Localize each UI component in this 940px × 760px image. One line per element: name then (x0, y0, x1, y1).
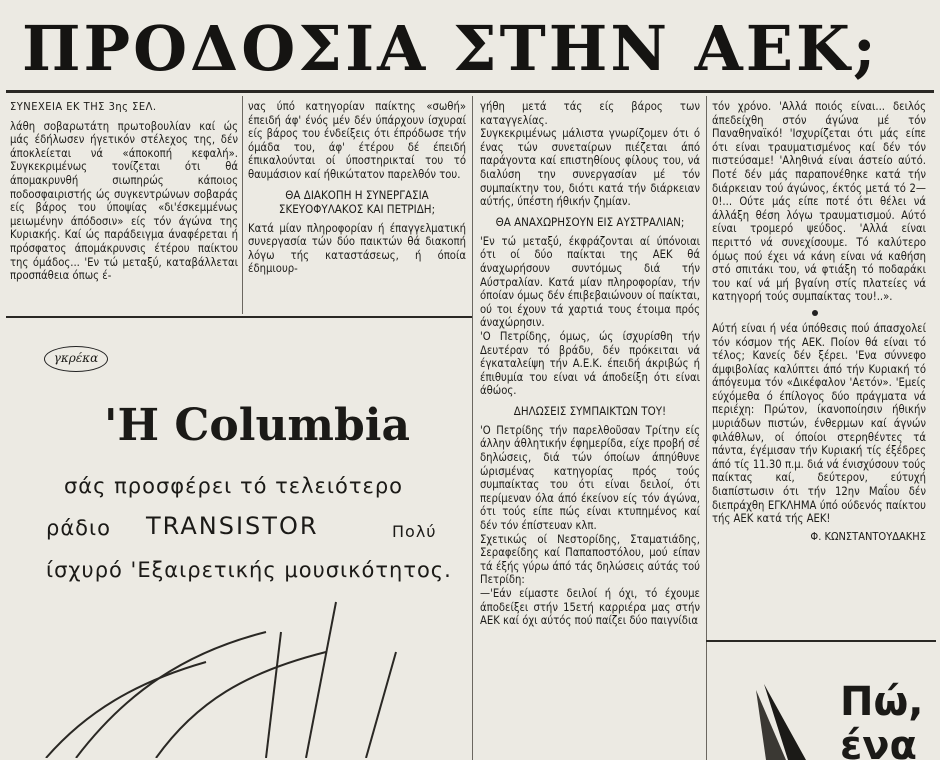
separator-dot-row (712, 304, 926, 322)
column-3-para-3: 'Εν τώ μεταξύ, έκφράζονται αί ύπόνοιαι ότι οί δύο παίκται της ΑΕΚ θά άναχωρήσουν συντόμως διά τήν Αύστραλίαν. Κατά μίαν πληροφορίαν, τήν όποίαν όμως δέν έπιβεβαιώνουν οί παίκται, ού τοι έχουν τά χαρτιά τους έτοιμα πρός άναχώρησιν. (480, 234, 700, 330)
author-signature: Φ. ΚΩΝΣΤΑΝΤΟΥΔΑΚΗΣ (810, 529, 926, 543)
headline-rule (6, 90, 934, 93)
teaser-line-1: Πώ, (840, 680, 924, 725)
column-4-para-1: τόν χρόνο. 'Αλλά ποιός είναι... δειλός άπεδείχθη στόν άγώνα μέ τόν Παναθηναϊκό! 'Ισχυρίζεται ότι μάς είπε ότι είναι τραυματισμένος καί δέν τόν πιστεύσαμε! 'Αληθινά είναι άστείο αύτό. Ποτέ δέν μάς παραπονέθηκε κατά τήν διάρκειαν τού άγώνος, έκτός μετά τό 2—0!... Ούτε μάς είπε ποτέ ότι θέλει νά άλλάξη θέση λόγω τραυματισμού. Αύτό είναι τρομερό ψεύδος. 'Αλλά είναι περιττό νά συνεχίσουμε. Τό καλύτερο όμως πού έχει νά κάνη είναι νά καθήση στό σπιτάκι του, νά φτιάξη τό ποδαράκι του καί νά μή βγαίνη στίς πλατείες νά κατηγορή τούς συμπαίκτας του!..». (712, 100, 926, 304)
column-2-subhead: ΘΑ ΔΙΑΚΟΠΗ Η ΣΥΝΕΡΓΑΣΙΑ ΣΚΕΥΟΦΥΛΑΚΟΣ ΚΑΙ ΠΕΤΡΙΔΗ; (278, 187, 436, 216)
ad-line-1: σάς προσφέρει τό τελειότερο (64, 474, 404, 498)
next-article-teaser (840, 680, 940, 760)
article-column-1 (10, 100, 238, 312)
column-3-subhead-2: ΔΗΛΩΣΕΙΣ ΣΥΜΠΑΙΚΤΩΝ ΤΟΥ! (513, 403, 667, 418)
article-column-4 (712, 100, 926, 640)
column-4-para-2: Αύτή είναι ή νέα ύπόθεσις πού άπασχολεί τόν κόσμον τής ΑΕΚ. Ποίον θά είναι τό τέλος; Κανείς δέν ξέρει. 'Ενα σύννεφο άμφιβολίας καλύπτει άπό τήν Κυριακή τό άπόγευμα τόν «Δικέφαλον 'Αετόν». 'Εμείς εύχόμεθα ό έπίλογος δύο πράγματα νά περιέχη: Πρώτον, ίκανοποίησιν ήθικήν μυριάδων πιστών, ένθερμων καί άγνών φιλάθλων, οί όποίοι στερηθέντες τά πάντα, έγέμισαν τήν Κυριακή τίς έξέδρες άπό τίς 11.30 π.μ. διά νά ένισχύσουν τούς παίκτας καί, δεύτερον, εύτυχή διαπίστωσιν ότι τήν 12ην Μαΐου δέν διεπράχθη ΕΓΚΛΗΜΑ ύπό ούδενός παίκτου τής ΑΕΚ κατά τής ΑΕΚ! (712, 321, 926, 526)
column-1-text: λάθη σοβαρωτάτη πρωτοβουλίαν καί ώς μάς έδήλωσεν ήγετικόν στέλεχος της, δέν άποκλείεται νά «άποκοπή κεφαλή». Συγκεκριμένως τονίζεται ότι θά άπομακρυνθή σιωπηρώς κάποιος ποδοσφαιριστής ώς συγκεντρώνων σοβαράς είς βάρος του ύποψίας «δι'έσκεμμένως μειωμένην άπόδοσιν» είς τόν άγώνα της Κυριακής. Καί ώς παράδειγμα άναφέρεται ή πρόσφατος άπομάκρυνσις έτέρου παίκτου της όμάδος... 'Εν τώ μεταξύ, καταβάλλεται προσπάθεια όπως έ- (10, 119, 238, 283)
ad-line-2c: Πολύ (392, 522, 437, 541)
column-3-para-1: γήθη μετά τάς είς βάρος των καταγγελίας. (480, 100, 700, 127)
column-3-para-5: 'Ο Πετρίδης τήν παρελθοῦσαν Τρίτην είς άλλην άθλητικήν έφημερίδα, είχε προβή σέ δηλώσεις, διά τών όποίων άπηύθυνε ώρισμένας κατηγορίας πρός τούς συμπαίκτας του ότι είναι δειλοί, ότι περίμεναν όλα άπό έκείνον είς τόν άγώνα, ότι τούς είπε πώς είναι κτυπημένος καί δέν τόν έπίστευαν κλπ. (480, 423, 700, 533)
column-3-para-7: —'Εάν είμαστε δειλοί ή όχι, τό έχουμε άποδείξει στήν 15ετή καρριέρα μας στήν ΑΕΚ καί όχι αύτός πού παίζει δύο παιγνίδια (480, 587, 700, 628)
article-column-3 (480, 100, 700, 758)
column-divider (706, 96, 707, 760)
article-column-2 (248, 100, 466, 312)
column-3-subhead-1: ΘΑ ΑΝΑΧΩΡΗΣΟΥΝ ΕΙΣ ΑΥΣΤΡΑΛΙΑΝ; (495, 214, 685, 229)
brand-name: 'H Columbia (104, 400, 410, 451)
columbia-radio-ad (6, 322, 466, 758)
advertiser-badge: γκρέκα (44, 346, 108, 372)
article-end-rule (706, 640, 936, 642)
column-2-para-2: Κατά μίαν πληροφορίαν ή έπαγγελματική συνεργασία τών δύο παικτών θά διακοπή λόγω τής καταστάσεως, ή όποία έδημιουρ- (248, 221, 466, 276)
continuation-line: ΣΥΝΕΧΕΙΑ ΕΚ ΤΗΣ 3ης ΣΕΛ. (10, 100, 157, 113)
teaser-line-2: ένα (840, 723, 917, 760)
column-divider (472, 96, 473, 760)
column-3-para-4: 'Ο Πετρίδης, όμως, ώς ίσχυρίσθη τήν Δευτέραν τό βράδυ, δέν πρόκειται νά έγκαταλείψη τήν Α.Ε.Κ. έπειδή άκριβώς ή έπιθυμία του είναι νά άποδείξη ότι είναι άθώος. (480, 329, 700, 398)
ad-line-2b: TRANSISTOR (146, 512, 319, 540)
column-divider (242, 96, 243, 314)
ad-top-rule (6, 316, 472, 318)
column-3-para-6: Σχετικώς οί Νεστορίδης, Σταματιάδης, Σεραφείδης καί Παπαποστόλου, μού είπαν τά έξής γύρω άπό τάς δηλώσεις αύτάς τού Πετρίδη: (480, 532, 700, 587)
pencil-illustration (706, 680, 836, 760)
ad-line-2a: ράδιο (46, 516, 111, 540)
separator-dot (812, 310, 818, 316)
radio-antenna-illustration (6, 592, 466, 758)
column-3-para-2: Συγκεκριμένως μάλιστα γνωρίζομεν ότι ό ένας τών συνεταίρων πιέζεται άπό παράγοντα καί επιστηθίους φίλους του, νά διαλύση την συνεργασίαν μέ τόν συμπαίκτην του, διότι κατά τήν διάρκειαν αύτής, ύπέστη ήθικήν ζημίαν. (480, 127, 700, 209)
ad-line-3: ίσχυρό 'Εξαιρετικής μουσικότητος. (46, 558, 452, 582)
page-headline: ΠΡΟΔΟΣΙΑ ΣΤΗΝ ΑΕΚ; (22, 12, 879, 85)
column-2-para-1: νας ύπό κατηγορίαν παίκτης «σωθή» έπειδή άφ' ένός μέν δέν ύπάρχουν ίσχυραί είς βάρος του ένδείξεις ότι έπρόδωσε τήν όμάδα του, άφ' έτέρου δέ έπειδή έπικαλούνται οί ύποστηρικταί του τό θαυμάσιον καί ήθικώτατον παρελθόν του. (248, 100, 466, 181)
